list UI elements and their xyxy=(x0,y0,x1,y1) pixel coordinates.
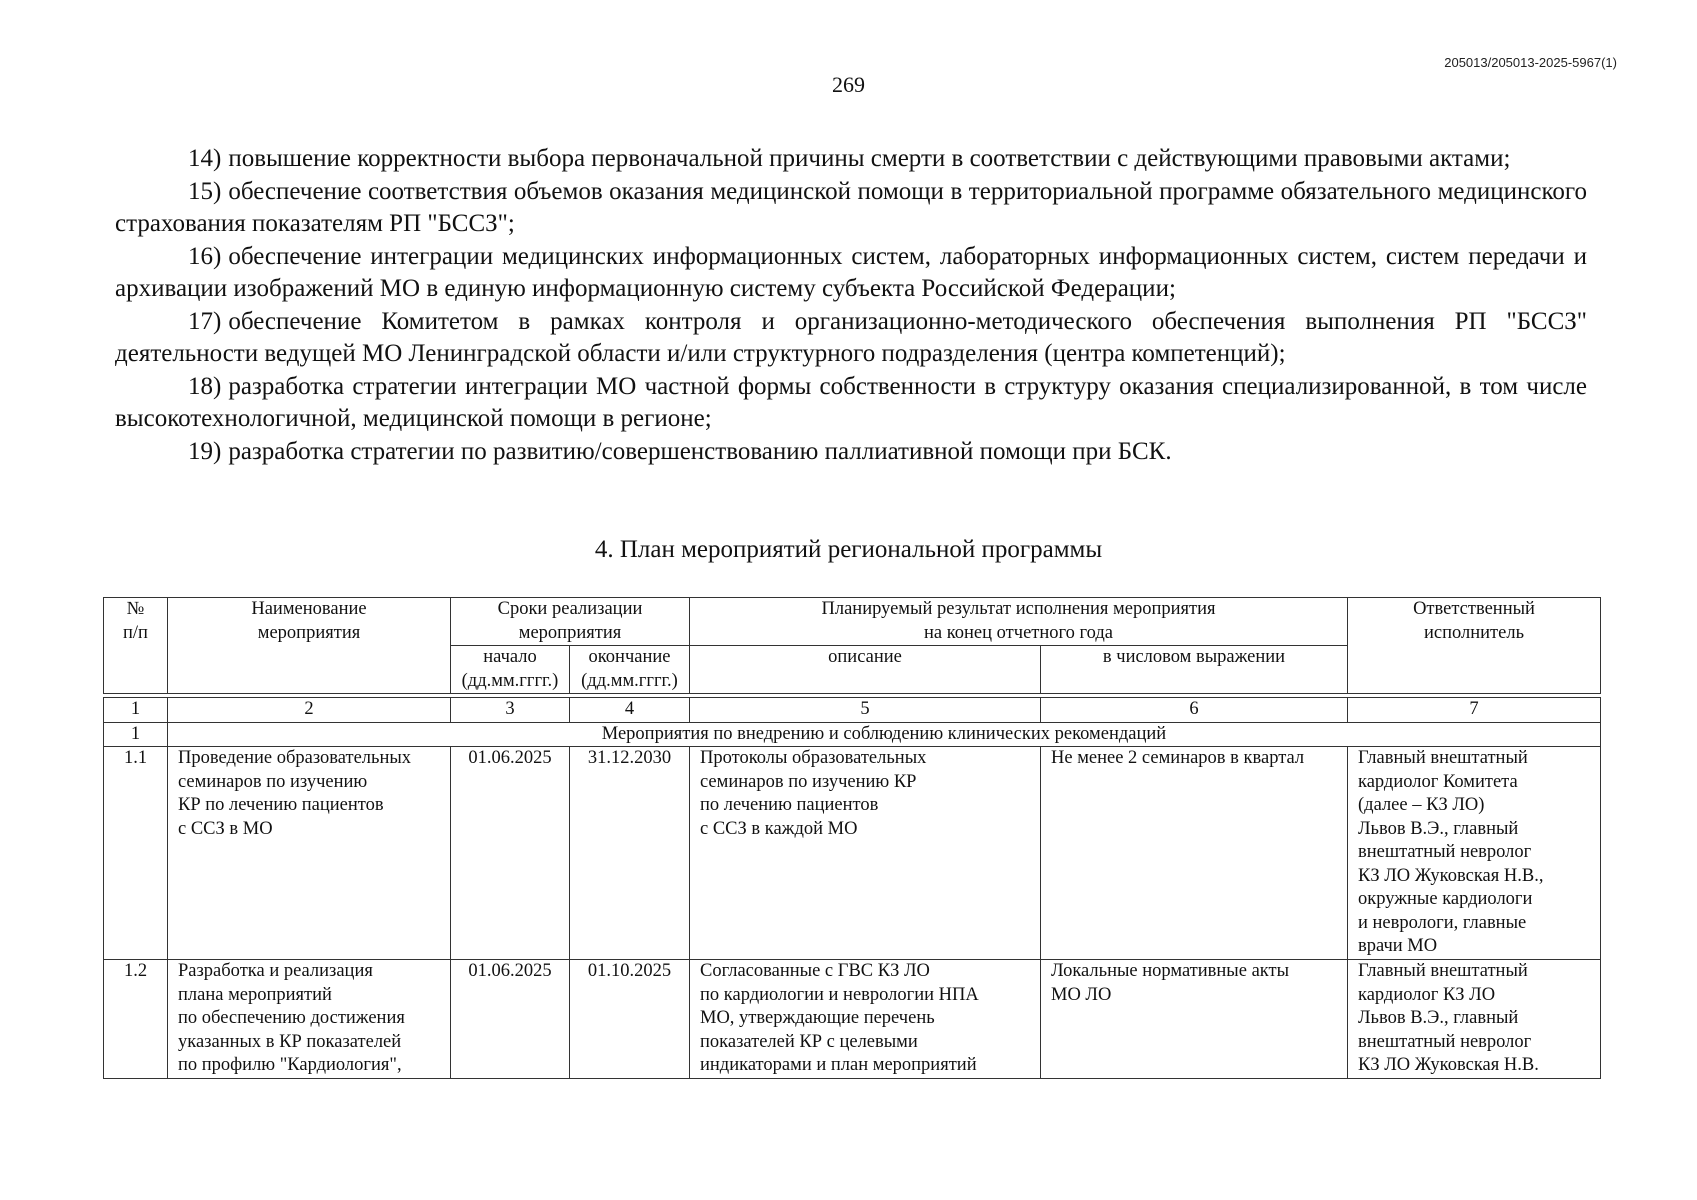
paragraph-19 xyxy=(115,436,1587,469)
paragraph-number: 16) xyxy=(188,242,222,270)
paragraph-14 xyxy=(115,143,1587,176)
paragraph-text: обеспечение соответствия объемов оказания медицинской помощи в территориальной программе обязательного медицинского страхования показателям РП "БССЗ"; xyxy=(115,177,1587,237)
row-description: Протоколы образовательных семинаров по изучению КР по лечению пациентов с ССЗ в каждой МО xyxy=(690,747,1041,960)
column-number: 7 xyxy=(1348,698,1601,723)
group-row xyxy=(104,722,1601,747)
paragraph-number: 18) xyxy=(188,372,222,400)
row-name: Разработка и реализация плана мероприятий по обеспечению достижения указанных в КР показателей по профилю "Кардиология", xyxy=(168,960,451,1079)
group-number: 1 xyxy=(104,722,168,747)
group-title: Мероприятия по внедрению и соблюдению клинических рекомендаций xyxy=(168,722,1601,747)
header-numeric: в числовом выражении xyxy=(1041,646,1348,694)
paragraph-number: 14) xyxy=(188,145,222,172)
plan-table-container xyxy=(103,597,1600,1079)
table-row xyxy=(104,960,1601,1079)
paragraph-text: разработка стратегии по развитию/совершенствованию паллиативной помощи при БСК. xyxy=(228,437,1172,465)
row-numeric: Не менее 2 семинаров в квартал xyxy=(1041,747,1348,960)
paragraph-text: обеспечение интеграции медицинских информационных систем, лабораторных информационных систем, систем передачи и архивации изображений МО в единую информационную систему субъекта Российской Федерации; xyxy=(115,242,1587,302)
paragraph-15 xyxy=(115,176,1587,241)
row-number: 1.2 xyxy=(104,960,168,1079)
document-id: 205013/205013-2025-5967(1) xyxy=(1444,55,1617,70)
column-number: 1 xyxy=(104,698,168,723)
header-terms: Сроки реализации мероприятия xyxy=(451,598,690,646)
row-name: Проведение образовательных семинаров по изучению КР по лечению пациентов с ССЗ в МО xyxy=(168,747,451,960)
body-text xyxy=(115,143,1587,468)
row-end: 31.12.2030 xyxy=(570,747,690,960)
header-result: Планируемый результат исполнения мероприятия на конец отчетного года xyxy=(690,598,1348,646)
column-number: 3 xyxy=(451,698,570,723)
paragraph-text: разработка стратегии интеграции МО частной формы собственности в структуру оказания специализированной, в том числе высокотехнологичной, медицинской помощи в регионе; xyxy=(115,372,1587,432)
column-number: 5 xyxy=(690,698,1041,723)
paragraph-text: обеспечение Комитетом в рамках контроля и организационно-методического обеспечения выполнения РП "БССЗ" деятельности ведущей МО Ленинградской области и/или структурного подразделения (центра компетенций); xyxy=(115,307,1587,367)
paragraph-number: 15) xyxy=(188,177,222,205)
row-start: 01.06.2025 xyxy=(451,747,570,960)
table-row xyxy=(104,747,1601,960)
row-number: 1.1 xyxy=(104,747,168,960)
header-end: окончание (дд.мм.гггг.) xyxy=(570,646,690,694)
column-number: 6 xyxy=(1041,698,1348,723)
row-description: Согласованные с ГВС КЗ ЛО по кардиологии и неврологии НПА МО, утверждающие перечень показателей КР с целевыми индикаторами и план мероприятий xyxy=(690,960,1041,1079)
header-responsible: Ответственный исполнитель xyxy=(1348,598,1601,694)
paragraph-number: 17) xyxy=(188,307,222,335)
header-name: Наименование мероприятия xyxy=(168,598,451,694)
paragraph-number: 19) xyxy=(188,437,222,465)
paragraph-18 xyxy=(115,371,1587,436)
plan-table xyxy=(103,597,1601,1079)
header-start: начало (дд.мм.гггг.) xyxy=(451,646,570,694)
row-start: 01.06.2025 xyxy=(451,960,570,1079)
section-title: 4. План мероприятий региональной программы xyxy=(594,536,1103,563)
row-responsible: Главный внештатный кардиолог КЗ ЛО Львов В.Э., главный внештатный невролог КЗ ЛО Жуковская Н.В. xyxy=(1348,960,1601,1079)
row-end: 01.10.2025 xyxy=(570,960,690,1079)
column-number-row xyxy=(104,698,1601,723)
paragraph-text: повышение корректности выбора первоначальной причины смерти в соответствии с действующими правовыми актами; xyxy=(228,145,1511,172)
header-num: № п/п xyxy=(104,598,168,694)
column-number: 2 xyxy=(168,698,451,723)
row-numeric: Локальные нормативные акты МО ЛО xyxy=(1041,960,1348,1079)
header-row xyxy=(104,598,1601,646)
paragraph-17 xyxy=(115,306,1587,371)
header-description: описание xyxy=(690,646,1041,694)
paragraph-16 xyxy=(115,241,1587,306)
column-number: 4 xyxy=(570,698,690,723)
page-number: 269 xyxy=(832,72,865,97)
row-responsible: Главный внештатный кардиолог Комитета (далее – КЗ ЛО) Львов В.Э., главный внештатный невролог КЗ ЛО Жуковская Н.В., окружные кардиологи и неврологи, главные врачи МО xyxy=(1348,747,1601,960)
